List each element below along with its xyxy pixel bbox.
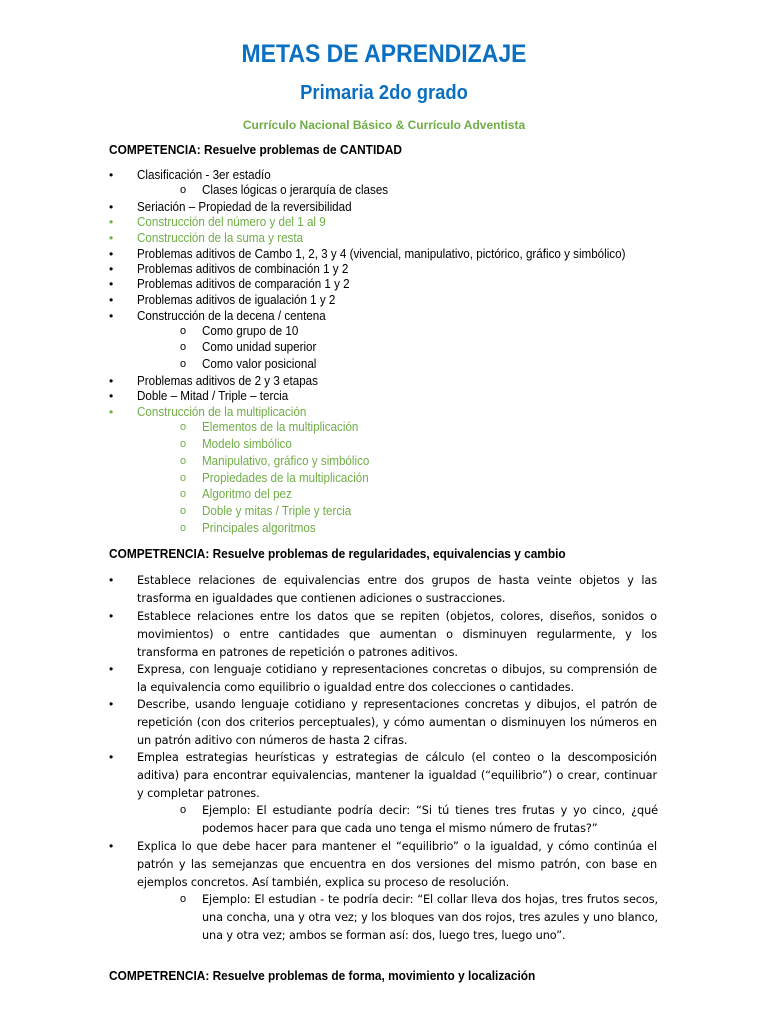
sub-bullet: o xyxy=(180,488,187,500)
list-item: Problemas aditivos de igualación 1 y 2 xyxy=(137,293,336,307)
sub-list-item: Principales algoritmos xyxy=(202,521,316,535)
bullet: • xyxy=(109,405,114,419)
sub-bullet: o xyxy=(180,804,187,816)
list-item: Clasificación - 3er estadío xyxy=(137,168,271,182)
sub-list-item: Como grupo de 10 xyxy=(202,324,299,338)
bullet: • xyxy=(109,168,114,182)
sub-bullet: o xyxy=(180,341,187,353)
sub-list-item: Doble y mitas / Triple y tercia xyxy=(202,504,352,518)
list-item: Problemas aditivos de comparación 1 y 2 xyxy=(137,277,350,291)
list-item: Explica lo que debe hacer para mantener el “equilibrio” o la igualdad, y cómo continúa el patrón y las semejanzas que encuentra en dos versiones del mismo patrón, con base en ejemplos concretos. Así también, explica su proceso de resolución. xyxy=(137,840,657,889)
section-heading-regularidades: COMPETRENCIA: Resuelve problemas de regularidades, equivalencias y cambio xyxy=(109,547,566,561)
sub-bullet: o xyxy=(180,184,187,196)
sub-list-item: Como valor posicional xyxy=(202,357,317,371)
list-item: Establece relaciones entre los datos que se repiten (objetos, colores, diseños, sonidos o movimientos) o entre cantidades que aumentan o disminuyen regularmente, y los transforma en patrones de repetición o patrones aditivos. xyxy=(137,610,657,659)
bullet: • xyxy=(109,200,114,214)
sub-bullet: o xyxy=(180,505,187,517)
sub-list-item: Modelo simbólico xyxy=(202,437,292,451)
sub-bullet: o xyxy=(180,438,187,450)
bullet: • xyxy=(109,231,114,245)
sub-bullet: o xyxy=(180,893,187,905)
bullet: • xyxy=(109,374,114,388)
bullet: • xyxy=(109,573,114,587)
bullet: • xyxy=(109,277,114,291)
list-item: Construcción de la decena / centena xyxy=(137,309,326,323)
bullet: • xyxy=(109,609,114,623)
list-item: Problemas aditivos de combinación 1 y 2 xyxy=(137,262,349,276)
sub-bullet: o xyxy=(180,455,187,467)
bullet: • xyxy=(109,389,114,403)
list-item: Construcción del número y del 1 al 9 xyxy=(137,215,326,229)
example-item: Ejemplo: El estudiante podría decir: “Si tú tienes tres frutas y yo cinco, ¿qué podemos hacer para que cada uno tenga el mismo número de frutas?” xyxy=(202,804,658,835)
list-item: Doble – Mitad / Triple – tercia xyxy=(137,389,289,403)
bullet: • xyxy=(109,215,114,229)
sub-list-item: Como unidad superior xyxy=(202,340,317,354)
sub-list-item: Clases lógicas o jerarquía de clases xyxy=(202,183,389,197)
bullet: • xyxy=(109,262,114,276)
bullet: • xyxy=(109,750,114,764)
sub-bullet: o xyxy=(180,522,187,534)
sub-bullet: o xyxy=(180,472,187,484)
list-item: Expresa, con lenguaje cotidiano y representaciones concretas o dibujos, su comprensión de la equivalencia como equilibrio o igualdad entre dos colecciones o cantidades. xyxy=(137,663,657,694)
bullet: • xyxy=(109,697,114,711)
list-item: Problemas aditivos de Cambo 1, 2, 3 y 4 (vivencial, manipulativo, pictórico, gráfico y simbólico) xyxy=(137,247,626,261)
bullet: • xyxy=(109,839,114,853)
list-item: Describe, usando lenguaje cotidiano y representaciones concretas y dibujos, el patrón de repetición (con dos criterios perceptuales), y cómo aumentan o disminuyen los números en un patrón aditivo con números de hasta 2 cifras. xyxy=(137,698,657,747)
sub-bullet: o xyxy=(180,358,187,370)
list-item: Emplea estrategias heurísticas y estrategias de cálculo (el conteo o la descomposición aditiva) para encontrar equivalencias, mantener la igualdad (“equilibrio”) o crear, continuar y completar patrones. xyxy=(137,751,657,800)
sub-bullet: o xyxy=(180,325,187,337)
list-item: Seriación – Propiedad de la reversibilidad xyxy=(137,200,352,214)
sub-list-item: Elementos de la multiplicación xyxy=(202,420,359,434)
sub-list-item: Propiedades de la multiplicación xyxy=(202,471,369,485)
sub-bullet: o xyxy=(180,421,187,433)
section-heading-forma: COMPETRENCIA: Resuelve problemas de forma, movimiento y localización xyxy=(109,969,536,983)
bullet: • xyxy=(109,293,114,307)
curriculum-line: Currículo Nacional Básico & Currículo Adventista xyxy=(242,118,526,132)
list-item: Construcción de la suma y resta xyxy=(137,231,304,245)
list-item: Construcción de la multiplicación xyxy=(137,405,307,419)
document-title: METAS DE APRENDIZAJE xyxy=(241,40,527,68)
bullet: • xyxy=(109,247,114,261)
document-subtitle: Primaria 2do grado xyxy=(300,82,468,104)
bullet: • xyxy=(109,662,114,676)
list-item: Establece relaciones de equivalencias entre dos grupos de hasta veinte objetos y las trasforma en igualdades que contienen adiciones o sustracciones. xyxy=(137,574,657,605)
list-item: Problemas aditivos de 2 y 3 etapas xyxy=(137,374,318,388)
section-heading-cantidad: COMPETENCIA: Resuelve problemas de CANTIDAD xyxy=(109,143,402,157)
sub-list-item: Algoritmo del pez xyxy=(202,487,292,501)
example-item: Ejemplo: El estudian - te podría decir: “El collar lleva dos hojas, tres frutos secos, una concha, una y otra vez; y los bloques van dos rojos, tres azules y uno blanco, una y otra vez; ambos se forman así: dos, luego tres, luego uno”. xyxy=(202,893,658,942)
sub-list-item: Manipulativo, gráfico y simbólico xyxy=(202,454,370,468)
bullet: • xyxy=(109,309,114,323)
